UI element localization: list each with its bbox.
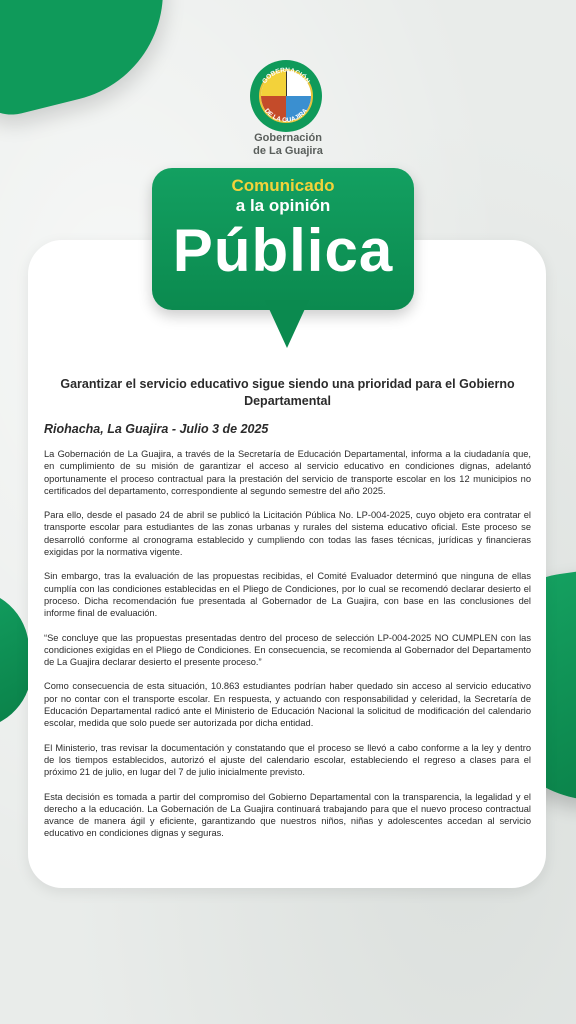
article-dateline: Riohacha, La Guajira - Julio 3 de 2025	[44, 422, 269, 436]
seal-top-text: GOBERNACIÓN	[261, 66, 311, 85]
announcement-banner	[152, 168, 414, 310]
svg-text:GOBERNACIÓN	[261, 67, 311, 85]
banner-line1: Comunicado	[231, 176, 335, 195]
seal-bottom-text: DE LA GUAJIRA	[262, 107, 310, 125]
article-headline: Garantizar el servicio educativo sigue siendo una prioridad para el Gobierno Departamental	[60, 377, 515, 408]
logo-name-line1: Gobernación	[254, 132, 322, 144]
paragraph-7: Esta decisión es tomada a partir del compromiso del Gobierno Departamental con la transparencia, la legalidad y el derecho a la educación. La Gobernación de La Guajira continuará trabajando para que el nuevo proceso contractual avance de manera ágil y eficiente, garantizando que nuestros niños, niñas y adolescentes accedan al servicio educativo en condiciones dignas y seguras.	[44, 791, 531, 839]
logo-name-line2: de La Guajira	[253, 145, 323, 157]
government-seal-logo	[250, 60, 322, 132]
paragraph-4-quote: “Se concluye que las propuestas presentadas dentro del proceso de selección LP-004-2025 NO CUMPLEN con las condiciones exigidas en el Pliego de Condiciones. En consecuencia, se recomienda al Gobernador del Departamento de La Guajira declarar desierto el presente proceso.”	[44, 632, 531, 668]
paragraph-1: La Gobernación de La Guajira, a través de la Secretaría de Educación Departamental, informa a la ciudadanía que, en cumplimiento de su misión de garantizar el acceso al servicio educativo en condiciones dignas, adelantó oportunamente el proceso contractual para la prestación del servicio de transporte escolar en los 12 municipios no certificados del departamento, correspondiente al segundo semestre del año 2025.	[44, 449, 531, 496]
seal-ring-text	[250, 60, 322, 132]
article-body	[44, 376, 531, 852]
paragraph-2: Para ello, desde el pasado 24 de abril se publicó la Licitación Pública No. LP-004-2025, cuyo objeto era contratar el transporte escolar para estudiantes de las zonas urbanas y rurales del sistema educativo oficial. Este proceso se desarrolló conforme al cronograma establecido y cumpliendo con todas las fases técnicas, jurídicas y financieras exigidas por la normativa vigente.	[44, 510, 531, 558]
logo-wordmark	[0, 132, 576, 158]
svg-text:DE LA GUAJIRA	[263, 107, 310, 124]
paragraph-6: El Ministerio, tras revisar la documentación y constatando que el proceso se llevó a cabo conforme a la ley y dentro de los tiempos establecidos, autorizó el ajuste del calendario escolar, estableciendo el regreso a clases para el próximo 21 de julio, en lugar del 7 de julio inicialmente previsto.	[44, 742, 531, 778]
banner-line3: Pública	[172, 217, 394, 284]
banner-tail	[265, 300, 309, 348]
paragraph-3: Sin embargo, tras la evaluación de las propuestas recibidas, el Comité Evaluador determinó que ninguna de ellas cumplía con las condiciones establecidas en el Pliego de Condiciones, por lo cual se recomendó declarar desierto el proceso. Dicha recomendación fue presentada al Gobernador de La Guajira, con base en las conclusiones del informe final de evaluación.	[44, 571, 531, 619]
paragraph-5: Como consecuencia de esta situación, 10.863 estudiantes podrían haber quedado sin acceso al servicio educativo por no contar con el transporte escolar. En respuesta, y actuando con responsabilidad y celeridad, la Secretaría de Educación Departamental radicó ante el Ministerio de Educación Nacional la solicitud de modificación del calendario escolar, medida que solo puede ser autorizada por dicha entidad.	[44, 681, 531, 729]
banner-line2: a la opinión	[235, 196, 331, 215]
